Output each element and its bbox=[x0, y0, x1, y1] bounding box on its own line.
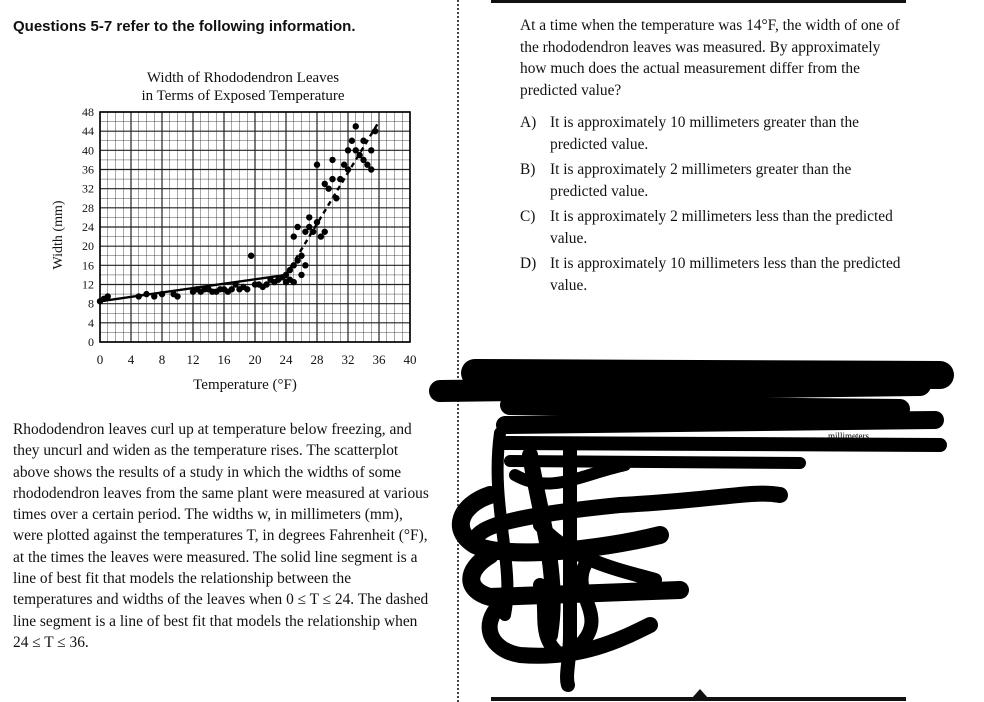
redaction-leak-text-1: the bbox=[818, 404, 829, 414]
data-point bbox=[368, 147, 374, 153]
data-point bbox=[314, 219, 320, 225]
data-point bbox=[298, 253, 304, 259]
y-tick-label: 36 bbox=[82, 162, 94, 177]
x-tick-label: 40 bbox=[403, 352, 417, 367]
data-point bbox=[291, 233, 297, 239]
bottom-marker bbox=[692, 689, 708, 698]
x-tick-label: 16 bbox=[217, 352, 231, 367]
data-point bbox=[349, 138, 355, 144]
data-point bbox=[306, 214, 312, 220]
choice-b-letter: B) bbox=[520, 161, 536, 178]
choice-a-letter: A) bbox=[520, 114, 537, 131]
data-point bbox=[174, 293, 180, 299]
x-tick-label: 0 bbox=[96, 352, 104, 367]
y-tick-label: 40 bbox=[82, 143, 94, 158]
data-point bbox=[159, 291, 165, 297]
data-point bbox=[248, 253, 254, 259]
choice-d-text: It is approximately 10 millimeters less than the predicted value. bbox=[550, 255, 901, 294]
x-tick-label: 8 bbox=[158, 352, 166, 367]
y-tick-label: 20 bbox=[82, 239, 94, 254]
passage-text: Rhododendron leaves curl up at temperature below freezing, and they uncurl and widen as the temperature rises. The scatterplot above shows the results of a study in which the widths of some rhododendron leaves from the same plant were measured at various times over a certain period. The widths w, in millimeters (mm), were plotted against the temperatures T, in degrees Fahrenheit (°F), at the times the leaves were measured. The solid line segment is a line of best fit that models the relationship between the temperatures and widths of the leaves when 0 ≤ T ≤ 24. The dashed line segment is a line of best fit that models the relationship when 24 ≤ T ≤ 36. bbox=[13, 421, 429, 651]
x-tick-label: 4 bbox=[127, 352, 135, 367]
choice-c-letter: C) bbox=[520, 208, 536, 225]
data-point bbox=[372, 128, 378, 134]
y-tick-label: 12 bbox=[82, 277, 94, 292]
choice-c[interactable] bbox=[520, 206, 910, 249]
choice-d-letter: D) bbox=[520, 255, 537, 272]
y-tick-label: 32 bbox=[82, 181, 94, 196]
data-point bbox=[302, 262, 308, 268]
x-tick-label: 28 bbox=[310, 352, 324, 367]
data-point bbox=[143, 291, 149, 297]
top-rule bbox=[491, 0, 906, 3]
data-point bbox=[310, 229, 316, 235]
choice-a-text: It is approximately 10 millimeters greater than the predicted value. bbox=[550, 114, 860, 153]
x-tick-label: 24 bbox=[279, 352, 293, 367]
choice-a[interactable] bbox=[520, 112, 910, 155]
data-point bbox=[325, 185, 331, 191]
data-point bbox=[329, 176, 335, 182]
y-tick-label: 4 bbox=[88, 315, 94, 330]
y-tick-label: 8 bbox=[88, 296, 94, 311]
data-point bbox=[294, 224, 300, 230]
scatterplot-figure bbox=[40, 60, 440, 400]
data-point bbox=[337, 176, 343, 182]
data-point bbox=[329, 157, 335, 163]
answer-choices bbox=[520, 112, 910, 300]
x-tick-label: 20 bbox=[248, 352, 262, 367]
y-tick-label: 44 bbox=[82, 124, 94, 139]
x-tick-label: 12 bbox=[186, 352, 200, 367]
data-point bbox=[345, 166, 351, 172]
y-axis-label: Width (mm) bbox=[51, 200, 66, 270]
y-tick-label: 48 bbox=[82, 105, 94, 119]
redaction-scribble bbox=[420, 355, 984, 702]
data-point bbox=[360, 138, 366, 144]
choice-d[interactable] bbox=[520, 253, 910, 296]
redaction-leak-text-2: millimeters bbox=[828, 431, 869, 441]
data-point bbox=[353, 123, 359, 129]
data-point bbox=[368, 166, 374, 172]
x-axis-label: Temperature (°F) bbox=[193, 377, 297, 393]
x-tick-label: 32 bbox=[341, 352, 355, 367]
chart-title-line: Width of Rhododendron Leaves bbox=[146, 70, 340, 86]
data-point bbox=[345, 147, 351, 153]
x-tick-label: 36 bbox=[372, 352, 386, 367]
section-header: Questions 5-7 refer to the following information. bbox=[13, 18, 356, 35]
data-point bbox=[291, 279, 297, 285]
data-point bbox=[151, 293, 157, 299]
scatterplot-chart bbox=[40, 60, 440, 400]
data-point bbox=[136, 293, 142, 299]
data-point bbox=[322, 229, 328, 235]
y-tick-label: 16 bbox=[82, 258, 94, 273]
chart-title-line: in Terms of Exposed Temperature bbox=[141, 88, 345, 104]
question-stem: At a time when the temperature was 14°F, the width of one of the rhododendron leaves was measured. By approximately how much does the actual measurement differ from the predicted value? bbox=[520, 17, 900, 99]
data-point bbox=[314, 162, 320, 168]
y-tick-label: 0 bbox=[88, 335, 94, 349]
choice-c-text: It is approximately 2 millimeters less than the predicted value. bbox=[550, 208, 893, 247]
choice-b[interactable] bbox=[520, 159, 910, 202]
choice-b-text: It is approximately 2 millimeters greater than the predicted value. bbox=[550, 161, 852, 200]
data-point bbox=[333, 195, 339, 201]
data-point bbox=[244, 286, 250, 292]
data-point bbox=[298, 272, 304, 278]
data-point bbox=[105, 293, 111, 299]
y-tick-label: 28 bbox=[82, 200, 94, 215]
y-tick-label: 24 bbox=[82, 220, 94, 234]
